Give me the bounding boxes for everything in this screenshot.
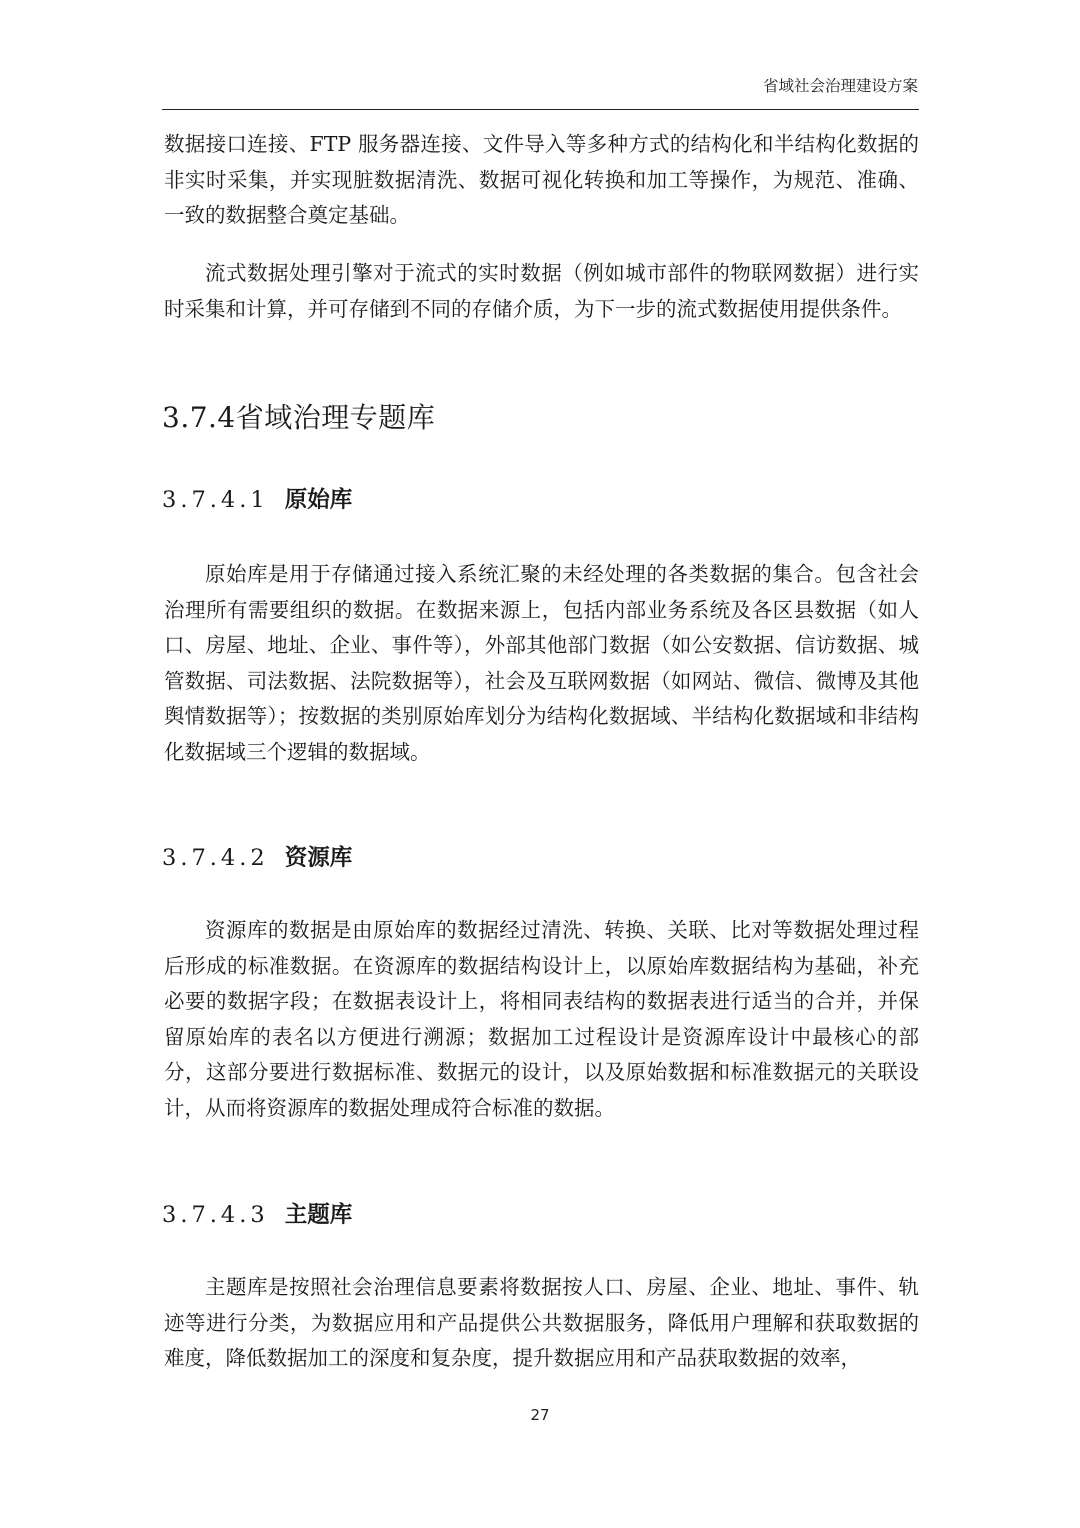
subsection-title: 资源库 <box>284 845 353 871</box>
paragraph-raw-library: 原始库是用于存储通过接入系统汇聚的未经处理的各类数据的集合。包含社会治理所有需要组织的数据。在数据来源上，包括内部业务系统及各区县数据（如人口、房屋、地址、企业、事件等），外部其他部门数据（如公安数据、信访数据、城管数据、司法数据、法院数据等），社会及互联网数据（如网站、微信、微博及其他舆情数据等）；按数据的类别原始库划分为结构化数据域、半结构化数据域和非结构化数据域三个逻辑的数据域。 <box>164 562 919 764</box>
subsection-number: 3.7.4.2 <box>162 845 269 871</box>
paragraph-stream-processing: 流式数据处理引擎对于流式的实时数据（例如城市部件的物联网数据）进行实时采集和计算，并可存储到不同的存储介质，为下一步的流式数据使用提供条件。 <box>164 261 919 321</box>
subsection-heading-raw-library <box>162 482 352 514</box>
subsection-number: 3.7.4.3 <box>162 1202 269 1228</box>
paragraph-theme-library: 主题库是按照社会治理信息要素将数据按人口、房屋、企业、地址、事件、轨迹等进行分类，为数据应用和产品提供公共数据服务，降低用户理解和获取数据的难度，降低数据加工的深度和复杂度，提升数据应用和产品获取数据的效率， <box>164 1275 919 1370</box>
page-number: 27 <box>530 1406 550 1424</box>
header-divider <box>162 109 919 110</box>
paragraph-data-collection: 数据接口连接、FTP 服务器连接、文件导入等多种方式的结构化和半结构化数据的非实时采集，并实现脏数据清洗、数据可视化转换和加工等操作，为规范、准确、一致的数据整合奠定基础。 <box>164 132 919 227</box>
paragraph-resource-library: 资源库的数据是由原始库的数据经过清洗、转换、关联、比对等数据处理过程后形成的标准数据。在资源库的数据结构设计上，以原始库数据结构为基础，补充必要的数据字段；在数据表设计上，将相同表结构的数据表进行适当的合并，并保留原始库的表名以方便进行溯源；数据加工过程设计是资源库设计中最核心的部分，这部分要进行数据标准、数据元的设计，以及原始数据和标准数据元的关联设计，从而将资源库的数据处理成符合标准的数据。 <box>164 918 919 1120</box>
subsection-title: 原始库 <box>284 487 353 513</box>
running-header-title: 省域社会治理建设方案 <box>762 77 918 95</box>
subsection-heading-theme-library <box>162 1197 352 1229</box>
section-heading: 3.7.4省域治理专题库 <box>162 401 436 434</box>
subsection-number: 3.7.4.1 <box>162 487 269 513</box>
subsection-heading-resource-library <box>162 840 352 872</box>
subsection-title: 主题库 <box>284 1202 353 1228</box>
